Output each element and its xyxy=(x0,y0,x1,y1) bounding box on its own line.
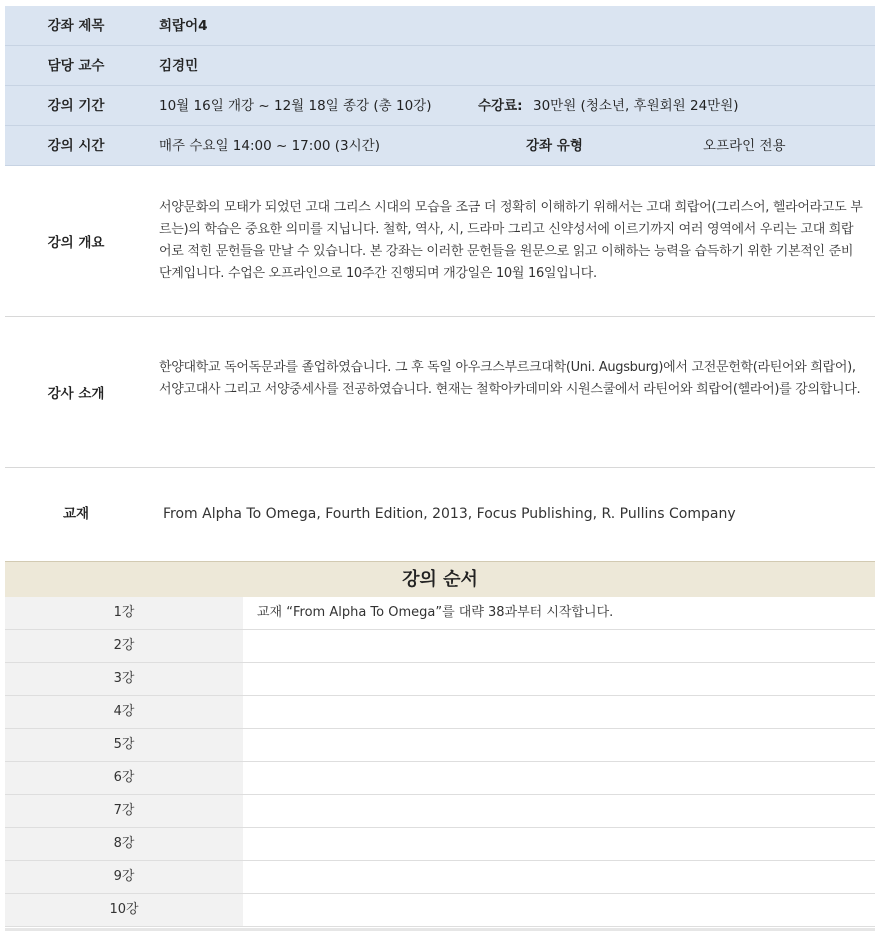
lecture-number: 9강 xyxy=(5,861,243,893)
lecture-row xyxy=(5,894,875,927)
lecture-number: 6강 xyxy=(5,762,243,794)
course-title-row xyxy=(5,6,875,46)
type-label: 강좌 유형 xyxy=(526,138,583,154)
lecture-row xyxy=(5,828,875,861)
lecture-order-list xyxy=(5,597,875,927)
lecture-row xyxy=(5,597,875,630)
lecture-number: 7강 xyxy=(5,795,243,827)
lecture-number: 3강 xyxy=(5,663,243,695)
lecture-row xyxy=(5,861,875,894)
bottom-divider xyxy=(5,928,875,931)
course-title-label: 강좌 제목 xyxy=(47,18,105,34)
overview-text: 서양문화의 모태가 되었던 고대 그리스 시대의 모습을 조금 더 정확히 이해하기 위해서는 고대 희랍어(그리스어, 헬라어라고도 부르는)의 학습은 중요한 의미를 지닙니다. 철학, 역사, 시, 드라마 그리고 신약성서에 이르기까지 여러 영역에서 우리는 고대 희랍어로 적힌 문헌들을 만날 수 있습니다. 본 강좌는 이러한 문헌들을 원문으로 읽고 이해하는 능력을 습득하기 위한 기본적인 준비단계입니다. 수업은 오프라인으로 10주간 진행되며 개강일은 10월 16일입니다. xyxy=(159,200,863,281)
time-label: 강의 시간 xyxy=(47,138,105,154)
period-label: 강의 기간 xyxy=(47,98,105,114)
fee-value: 30만원 (청소년, 후원회원 24만원) xyxy=(533,98,739,114)
lecture-content: 교재 “From Alpha To Omega”를 대략 38과부터 시작합니다. xyxy=(257,605,614,620)
overview-row xyxy=(5,166,875,317)
period-row xyxy=(5,86,875,126)
lecture-number: 8강 xyxy=(5,828,243,860)
instructor-intro-row xyxy=(5,317,875,468)
instructor-value: 김경민 xyxy=(159,58,199,74)
lecture-row xyxy=(5,762,875,795)
lecture-row xyxy=(5,696,875,729)
overview-label: 강의 개요 xyxy=(47,235,105,251)
instructor-label: 담당 교수 xyxy=(47,58,105,74)
textbook-row xyxy=(5,468,875,561)
lecture-order-title: 강의 순서 xyxy=(5,561,875,597)
lecture-row xyxy=(5,630,875,663)
lecture-number: 1강 xyxy=(5,597,243,629)
instructor-row xyxy=(5,46,875,86)
instructor-intro-text: 한양대학교 독어독문과를 졸업하였습니다. 그 후 독일 아우크스부르크대학(Uni. Augsburg)에서 고전문헌학(라틴어와 희랍어), 서양고대사 그리고 서양중세사를 전공하였습니다. 현재는 철학아카데미와 시원스쿨에서 라틴어와 희랍어(헬라어)를 강의합니다. xyxy=(159,360,861,397)
lecture-number: 4강 xyxy=(5,696,243,728)
course-title-value: 희랍어4 xyxy=(159,18,208,34)
textbook-label: 교재 xyxy=(62,506,90,522)
type-value: 오프라인 전용 xyxy=(703,138,786,154)
lecture-number: 10강 xyxy=(5,894,243,926)
instructor-intro-label: 강사 소개 xyxy=(47,386,105,402)
time-value: 매주 수요일 14:00 ~ 17:00 (3시간) xyxy=(159,138,380,154)
lecture-row xyxy=(5,795,875,828)
period-value: 10월 16일 개강 ~ 12월 18일 종강 (총 10강) xyxy=(159,98,432,114)
lecture-number: 2강 xyxy=(5,630,243,662)
fee-label: 수강료: xyxy=(478,98,523,114)
lecture-row xyxy=(5,663,875,696)
time-row xyxy=(5,126,875,166)
lecture-row xyxy=(5,729,875,762)
lecture-number: 5강 xyxy=(5,729,243,761)
textbook-value: From Alpha To Omega, Fourth Edition, 2013, Focus Publishing, R. Pullins Company xyxy=(163,506,736,522)
